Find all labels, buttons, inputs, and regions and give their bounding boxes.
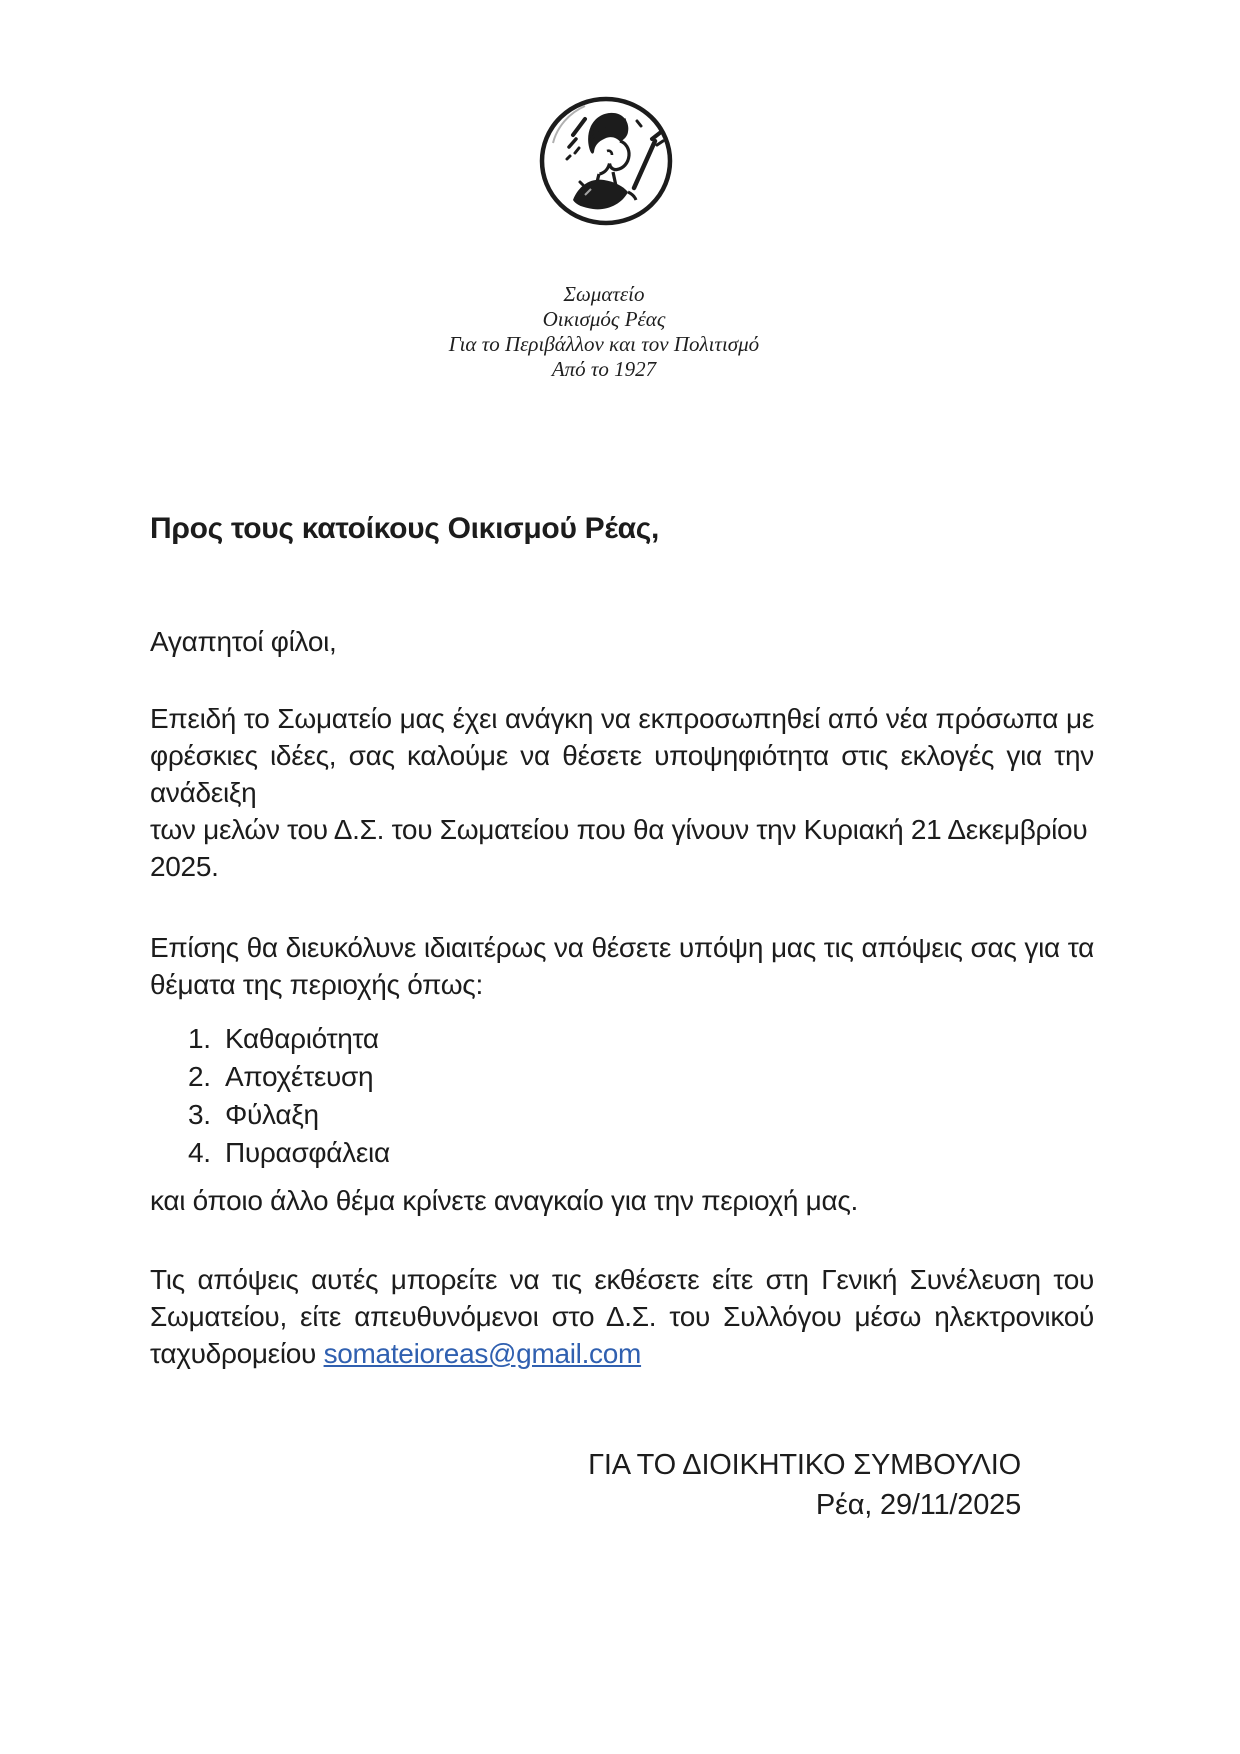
list-label: Αποχέτευση [225,1061,374,1092]
list-number: 2. [188,1061,211,1092]
paragraph-line [150,1335,1094,1372]
greeting-line: Αγαπητοί φίλοι, [150,626,337,657]
list-label: Πυρασφάλεια [225,1137,390,1168]
paragraph-election-call [150,700,1094,885]
paragraph-other-topics: και όποιο άλλο θέμα κρίνετε αναγκαίο για την περιοχή μας. [150,1185,859,1216]
recipient-line: Προς τους κατοίκους Οικισμού Ρέας, [150,512,660,545]
list-item-security [188,1096,1094,1134]
coin-emblem-icon [533,93,680,230]
list-label: Καθαριότητα [225,1023,379,1054]
paragraph-line: φρέσκιες ιδέες, σας καλούμε να θέσετε υποψηφιότητα στις εκλογές για την ανάδειξη [150,740,1094,808]
closing-block [150,1445,1094,1525]
paragraph-line: Τις απόψεις αυτές μπορείτε να τις εκθέσετε είτε στη Γενική Συνέλευση του [150,1264,1094,1295]
paragraph-contact [150,1261,1094,1372]
list-number: 4. [188,1137,211,1168]
closing-board-line: ΓΙΑ ΤΟ ΔΙΟΙΚΗΤΙΚΟ ΣΥΜΒΟΥΛΙΟ [588,1449,1021,1481]
organization-header [132,282,1076,382]
paragraph-line: Επίσης θα διευκόλυνε ιδιαιτέρως να θέσετε υπόψη μας τις απόψεις σας για τα [150,932,1094,963]
paragraph-line: των μελών του Δ.Σ. του Σωματείου που θα γίνουν την Κυριακή 21 Δεκεμβρίου 2025. [150,814,1088,882]
list-number: 3. [188,1099,211,1130]
topics-list [150,1020,1094,1172]
paragraph-line: Σωματείου, είτε απευθυνόμενοι στο Δ.Σ. του Συλλόγου μέσω ηλεκτρονικού [150,1301,1094,1332]
list-item-sewerage [188,1058,1094,1096]
list-label: Φύλαξη [225,1099,319,1130]
email-link[interactable]: somateioreas@gmail.com [323,1338,642,1369]
paragraph-opinions-intro [150,929,1094,1003]
list-number: 1. [188,1023,211,1054]
org-founded-year: Από το 1927 [551,357,657,381]
organization-logo [533,93,680,230]
paragraph-line: θέματα της περιοχής όπως: [150,969,483,1000]
paragraph-line: Επειδή το Σωματείο μας έχει ανάγκη να εκπροσωπηθεί από νέα πρόσωπα με [150,703,1094,734]
org-motto: Για το Περιβάλλον και τον Πολιτισμό [448,332,760,356]
closing-place-date-line: Ρέα, 29/11/2025 [815,1489,1021,1521]
org-settlement: Οικισμός Ρέας [542,307,666,331]
list-item-cleanliness [188,1020,1094,1058]
paragraph-tail-text: ταχυδρομείου [150,1338,324,1369]
list-item-fire-safety [188,1134,1094,1172]
org-name: Σωματείο [563,282,645,306]
